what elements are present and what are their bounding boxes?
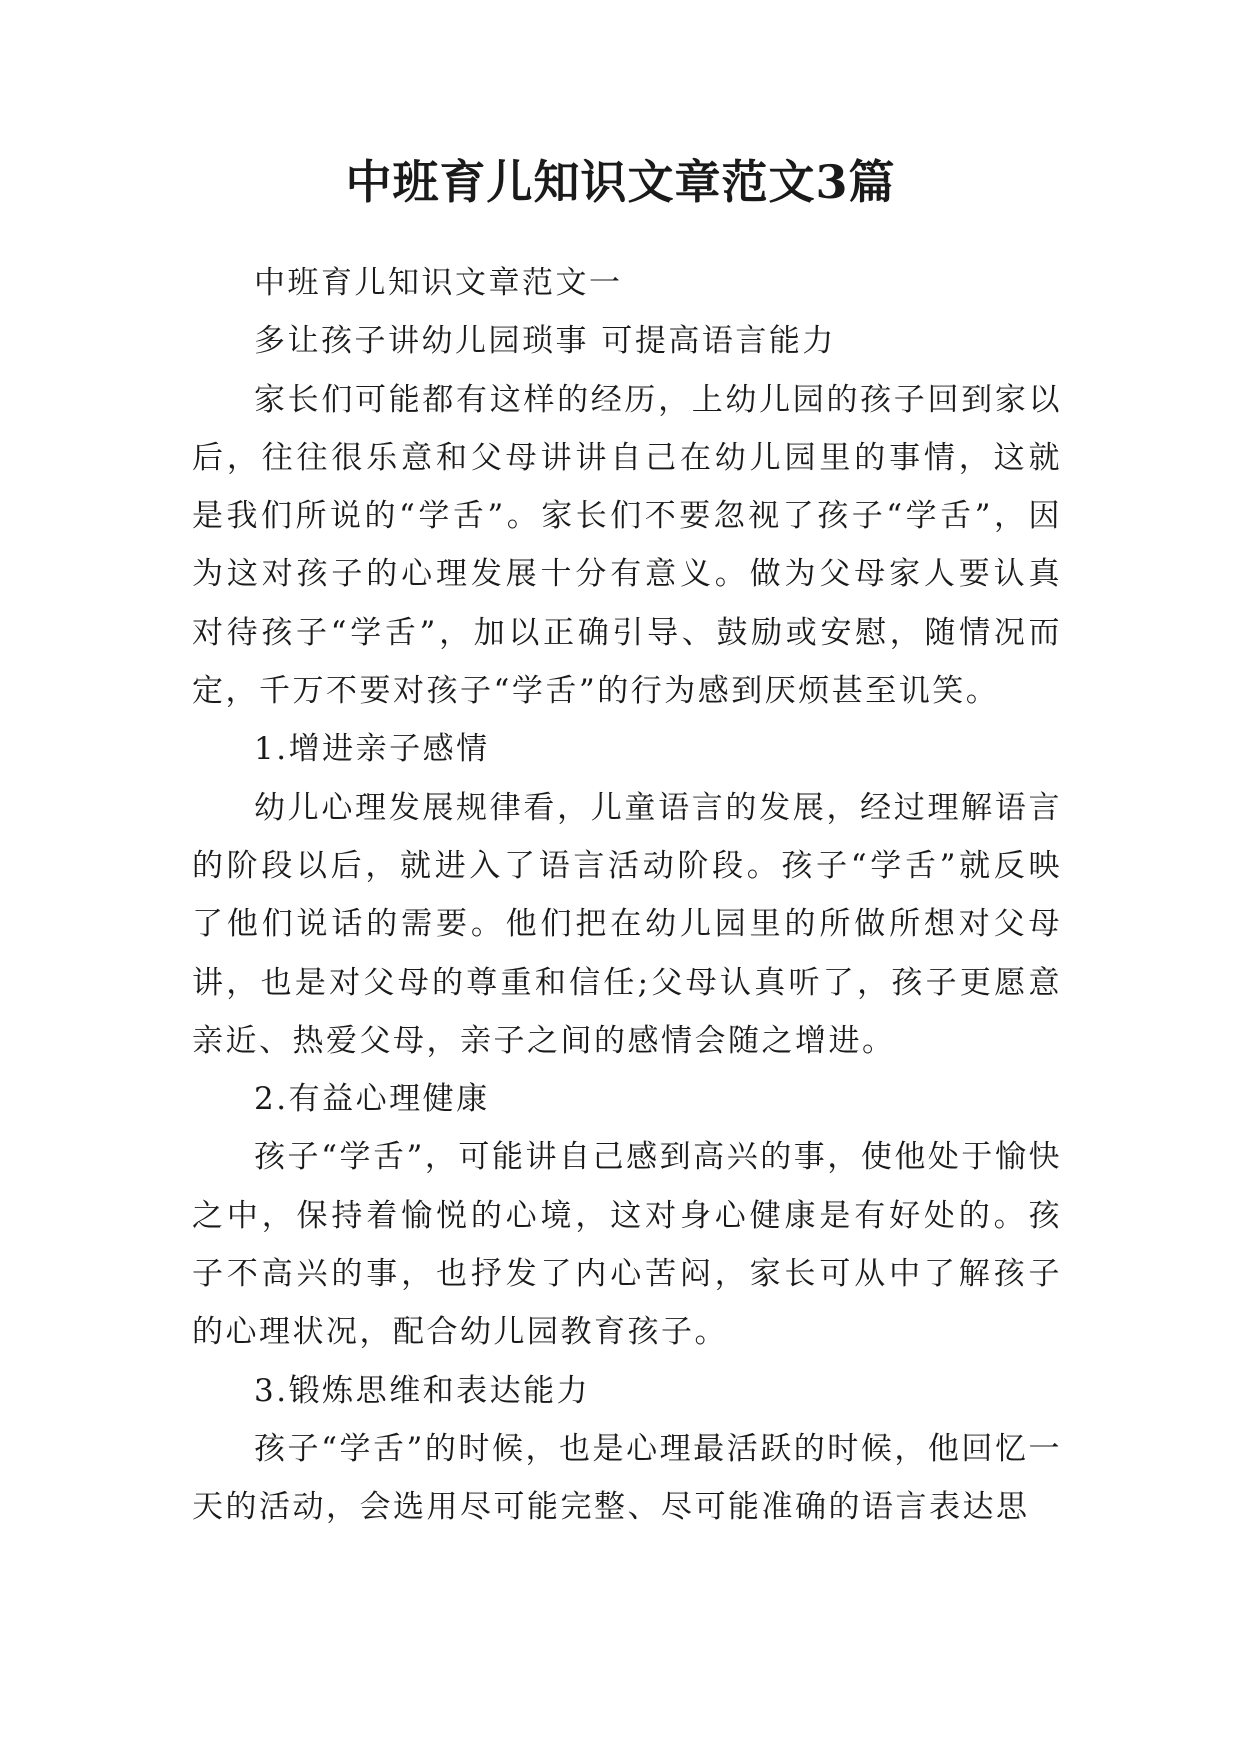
body-paragraph: 幼儿心理发展规律看，儿童语言的发展，经过理解语言的阶段以后，就进入了语言活动阶段。孩子“学舌”就反映了他们说话的需要。他们把在幼儿园里的所做所想对父母讲，也是对父母的尊重和信任;父母认真听了，孩子更愿意亲近、热爱父母，亲子之间的感情会随之增进。 [192,789,1062,1059]
subsection-heading: 2.有益心理健康 [254,1081,490,1118]
body-paragraph: 孩子“学舌”的时候，也是心理最活跃的时候，他回忆一天的活动，会选用尽可能完整、尽可能准确的语言表达思 [192,1430,1062,1526]
subsection-heading: 3.锻炼思维和表达能力 [254,1372,591,1409]
body-paragraph: 家长们可能都有这样的经历，上幼儿园的孩子回到家以后，往往很乐意和父母讲讲自己在幼儿园里的事情，这就是我们所说的“学舌”。家长们不要忽视了孩子“学舌”，因为这对孩子的心理发展十分有意义。做为父母家人要认真对待孩子“学舌”，加以正确引导、鼓励或安慰，随情况而定，千万不要对孩子“学舌”的行为感到厌烦甚至讥笑。 [192,381,1062,710]
body-paragraph: 孩子“学舌”，可能讲自己感到高兴的事，使他处于愉快之中，保持着愉悦的心境，这对身心健康是有好处的。孩子不高兴的事，也抒发了内心苦闷，家长可从中了解孩子的心理状况，配合幼儿园教育孩子。 [192,1139,1062,1351]
article-subtitle: 多让孩子讲幼儿园琐事 可提高语言能力 [254,323,836,360]
subsection-heading: 1.增进亲子感情 [254,731,490,768]
document-body [192,254,1062,1537]
section-heading: 中班育儿知识文章范文一 [254,265,623,301]
document-title: 中班育儿知识文章范文3篇 [345,155,896,209]
